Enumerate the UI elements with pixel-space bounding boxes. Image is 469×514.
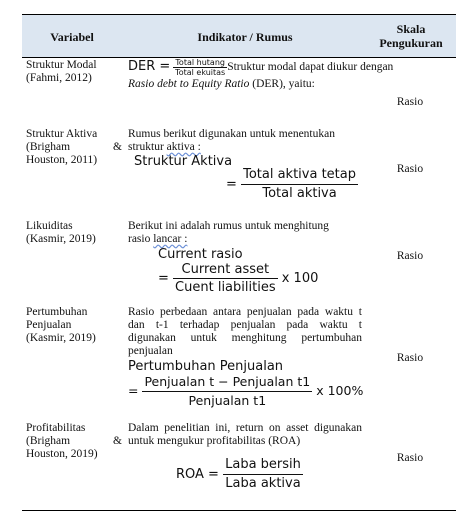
row2-var-source-line3: Houston, 2011) bbox=[26, 154, 98, 166]
row2-desc-line2b: aktiva : bbox=[166, 141, 201, 153]
header-variabel: Variabel bbox=[50, 30, 94, 44]
table-bottom-border bbox=[22, 510, 456, 511]
row4-variable bbox=[26, 306, 122, 345]
row3-formula-fraction bbox=[173, 261, 278, 296]
row1-formula-den: Total ekuitas bbox=[175, 68, 226, 77]
row3-variable bbox=[26, 220, 122, 246]
row2-variable bbox=[26, 128, 122, 167]
row3-formula: = $\frac{\text{Current asset}}{\text{Cuent liabilities}}$ x 100 bbox=[158, 262, 319, 295]
row4-formula-title: Pertumbuhan Penjualan bbox=[128, 359, 284, 374]
header-skala-line1: Skala bbox=[396, 22, 426, 36]
row2-indicator bbox=[128, 128, 362, 203]
row1-skala: Rasio bbox=[396, 96, 424, 108]
row4-formula-num: Penjualan t − Penjualan t1 bbox=[142, 373, 312, 392]
row2-var-source bbox=[26, 141, 122, 154]
row3-indicator bbox=[128, 220, 362, 296]
row4-var-name2: Penjualan bbox=[26, 319, 72, 331]
row2-desc-line2a: struktur bbox=[128, 141, 164, 153]
row2-skala: Rasio bbox=[396, 163, 424, 175]
row4-indicator bbox=[128, 306, 362, 410]
row5-formula-num: Laba bersih bbox=[223, 456, 303, 475]
row5-formula-den: Laba aktiva bbox=[225, 476, 301, 491]
row3-formula-title: Current rasio bbox=[158, 247, 243, 262]
header-indikator: Indikator / Rumus bbox=[197, 30, 293, 44]
row4-desc: Rasio perbedaan antara penjualan pada waktu t dan t-1 terhadap penjualan pada waktu t digunakan untuk menghitung pertumbuhan penjualan bbox=[128, 306, 362, 357]
row5-var-source-b: & bbox=[113, 435, 122, 447]
row1-indicator bbox=[128, 58, 394, 91]
variable-table bbox=[22, 14, 456, 511]
header-skala bbox=[368, 22, 454, 50]
row5-formula bbox=[176, 456, 362, 493]
row4-formula-den: Penjualan t1 bbox=[188, 393, 267, 408]
row1-text-italic: Rasio debt to Equity Ratio bbox=[128, 78, 250, 90]
row1-formula-num: Total hutang bbox=[173, 58, 227, 68]
row4-formula-fraction bbox=[142, 373, 312, 410]
row3-skala: Rasio bbox=[396, 250, 424, 262]
row3-formula-mult: x 100 bbox=[281, 271, 319, 286]
row4-var-name: Pertumbuhan bbox=[26, 306, 88, 318]
row1-text-after: Struktur modal dapat diukur dengan bbox=[227, 61, 394, 74]
row2-var-name: Struktur Aktiva bbox=[26, 128, 98, 140]
row2-desc-line1: Rumus berikut digunakan untuk menentukan bbox=[128, 128, 335, 140]
row3-formula-den: Cuent liabilities bbox=[175, 280, 276, 295]
row1-formula-fraction bbox=[173, 58, 227, 77]
header-skala-line2: Pengukuran bbox=[379, 36, 443, 50]
row5-var-source bbox=[26, 435, 122, 448]
row4-skala: Rasio bbox=[396, 352, 424, 364]
row5-var-name: Profitabilitas bbox=[26, 422, 86, 434]
row2-formula-title: Struktur Aktiva bbox=[134, 154, 233, 169]
row5-skala: Rasio bbox=[396, 452, 424, 464]
row1-variable bbox=[26, 59, 122, 85]
row5-formula-lhs: ROA = bbox=[176, 467, 219, 482]
row2-formula: = $\frac{\text{Total aktiva tetap}}{\text{Total aktiva}}$ bbox=[226, 167, 356, 201]
row2-var-source-b: & bbox=[113, 141, 122, 153]
row4-var-source: (Kasmir, 2019) bbox=[26, 332, 96, 344]
row2-formula-den: Total aktiva bbox=[262, 186, 337, 201]
row3-formula-num: Current asset bbox=[173, 261, 278, 279]
row4-formula: = $\frac{\text{Penjualan t − Penjualan t1}}{\text{Penjualan t1}}$ x 100% bbox=[128, 374, 364, 408]
row1-var-name: Struktur Modal bbox=[26, 59, 97, 71]
row2-var-source-a: (Brigham bbox=[26, 141, 71, 153]
row1-var-source: (Fahmi, 2012) bbox=[26, 72, 92, 84]
row2-formula-num: Total aktiva tetap bbox=[241, 166, 358, 185]
table-header bbox=[22, 14, 456, 58]
row1-text-end: (DER), yaitu: bbox=[252, 78, 315, 90]
row5-variable bbox=[26, 422, 122, 461]
row5-var-source-a: (Brigham bbox=[26, 435, 71, 447]
row5-desc: Dalam penelitian ini, return on asset digunakan untuk mengukur profitabilitas (ROA) bbox=[128, 422, 362, 447]
row5-formula-fraction bbox=[223, 456, 303, 493]
row3-desc-line1: Berikut ini adalah rumus untuk menghitung bbox=[128, 220, 329, 232]
row5-var-source-line3: Houston, 2019) bbox=[26, 448, 98, 460]
row3-var-name: Likuiditas bbox=[26, 220, 73, 232]
row4-formula-mult: x 100% bbox=[316, 383, 364, 398]
row3-desc-line2b: lancar : bbox=[153, 233, 188, 245]
row1-formula-lhs: DER = bbox=[128, 59, 171, 75]
row5-indicator bbox=[128, 422, 362, 493]
row3-desc-line2a: rasio bbox=[128, 233, 151, 245]
row2-formula-fraction bbox=[241, 166, 358, 203]
row3-var-source: (Kasmir, 2019) bbox=[26, 233, 96, 245]
